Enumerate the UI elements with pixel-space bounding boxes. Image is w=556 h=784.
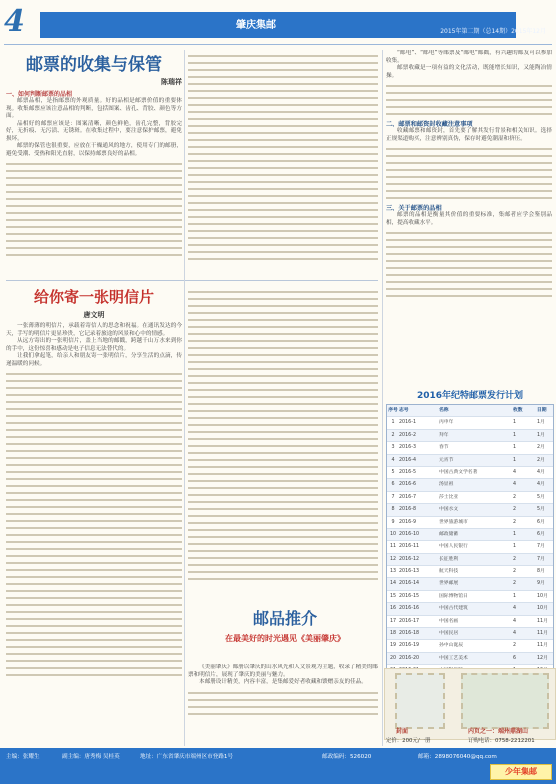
table-cell: 1 <box>513 445 517 451</box>
table-row <box>387 430 553 442</box>
paragraph: 邮票品相，是指邮票的外观质量。好的品相是邮票价值的重要体现。收集邮票应该注意品相的判断，包括图案、齿孔、背胶、颜色等方面。 <box>6 98 182 119</box>
table-cell: 2月 <box>537 457 545 463</box>
table-cell: 16 <box>389 606 397 612</box>
table-cell: 6月 <box>537 531 545 537</box>
brand-logo: 少年集邮 <box>490 764 552 780</box>
table-cell: 中国人民银行 <box>439 544 468 550</box>
table-row <box>387 566 553 578</box>
table-cell: 2016-7 <box>399 494 416 500</box>
table-row <box>387 628 553 640</box>
article-title: 给你寄一张明信片 <box>33 288 154 306</box>
table-cell: 中国水文 <box>439 507 459 513</box>
price-line: 定价：200元/一册 <box>386 738 431 744</box>
table-cell: 20 <box>389 655 397 661</box>
table-cell: 2016-15 <box>399 593 420 599</box>
table-cell: 航天科技 <box>439 569 459 575</box>
table-cell: 2016-19 <box>399 643 420 649</box>
table-cell: 春节 <box>439 445 449 451</box>
text-lines <box>386 232 552 297</box>
table-cell: 2016-10 <box>399 531 420 537</box>
table-cell: 2016-17 <box>399 618 420 624</box>
article-author: 唐文明 <box>83 311 105 319</box>
table-cell: 6 <box>513 655 517 661</box>
table-cell: 2016-1 <box>399 420 416 426</box>
table-cell: 4 <box>513 482 517 488</box>
table-cell: 邮政储蓄 <box>439 531 459 537</box>
table-cell: 中国名画 <box>439 618 459 624</box>
column-header: 枚数 <box>513 408 523 413</box>
table-cell: 莎士比亚 <box>439 494 459 500</box>
text-lines <box>6 163 182 256</box>
column-header: 日期 <box>537 408 547 413</box>
table-cell: 17 <box>389 618 397 624</box>
table-row <box>387 554 553 566</box>
text-lines <box>188 55 378 260</box>
footer-email: 邮箱：2898076040@qq.com <box>418 754 497 760</box>
table-cell: 7月 <box>537 544 545 550</box>
section-text: 收藏邮票和邮资封，首先要了解其发行背景和相关知识。选择正规渠道购买，注意辨别真伪，保存时避免潮湿和挤压。 <box>386 128 552 142</box>
paragraph: “邮电”、“邮电”等邮票及“邮电”邮戳，有兴趣的邮友可以参加收集。 <box>386 50 552 64</box>
table-cell: 2016-12 <box>399 556 420 562</box>
table-cell: 12 <box>389 556 397 562</box>
article-continuation-col2 <box>188 50 378 276</box>
promo-banner <box>188 606 382 666</box>
page-header <box>0 0 556 46</box>
section-heading: 二、邮票和邮资封收藏注意事项 <box>386 121 473 128</box>
caption-cover: 封面 <box>396 728 409 735</box>
table-cell: 9月 <box>537 581 545 587</box>
issue-line: 2015年第二期（总14期）2015年12月 <box>440 28 546 35</box>
column-header: 序号 <box>388 408 398 413</box>
table-cell: 14 <box>389 581 397 587</box>
table-cell: 中国古代建筑 <box>439 606 468 612</box>
table-cell: 7月 <box>537 556 545 562</box>
table-cell: 8月 <box>537 569 545 575</box>
table-cell: 11月 <box>537 643 548 649</box>
table-row <box>387 640 553 652</box>
page-number: 4 <box>4 4 25 39</box>
paragraph: 《美丽肇庆》邮册以肇庆的山水风光和人文景观为主题，收录了精美的邮票和明信片，展现了肇庆的美丽与魅力。 <box>188 664 378 678</box>
publication-name: 肇庆集邮 <box>236 20 276 31</box>
table-row <box>387 529 553 541</box>
promo-title: 邮品推介 <box>252 609 317 628</box>
table-cell: 6月 <box>537 519 545 525</box>
table-cell: 15 <box>389 593 397 599</box>
table-cell: 1 <box>513 593 517 599</box>
article-postcard <box>6 286 182 746</box>
table-cell: 1 <box>513 531 517 537</box>
table-cell: 10月 <box>537 606 548 612</box>
table-row <box>387 467 553 479</box>
table-cell: 4月 <box>537 469 545 475</box>
table-cell: 2月 <box>537 445 545 451</box>
table-row <box>387 417 553 429</box>
paragraph: 从远方寄出的一张明信片，盖上当地的邮戳，跨越千山万水来到你的手中，这份惊喜和感动是电子信息无法替代的。 <box>6 338 182 352</box>
paragraph: 邮票的保管也很重要，应放在干燥通风的地方，使用专门的邮册，避免受潮、受热和阳光直射，以保持邮票良好的品相。 <box>6 143 182 157</box>
article-stamp-collection <box>6 50 182 276</box>
paragraph: 一张薄薄的明信片，承载着寄信人的思念和祝福。在通讯发达的今天，手写的明信片更显珍贵，它记录着旅途的风景和心中的情感。 <box>6 323 182 337</box>
table-cell: 中国民居 <box>439 631 459 637</box>
stamp-issue-plan-table <box>386 404 554 679</box>
text-lines <box>6 373 182 676</box>
article-body <box>188 664 378 687</box>
column-header: 志号 <box>399 408 409 413</box>
table-row <box>387 504 553 516</box>
table-cell: 2016-20 <box>399 655 420 661</box>
table-cell: 2016-8 <box>399 507 416 513</box>
table-cell: 11 <box>389 544 397 550</box>
promo-subtitle: 在最美好的时光遇见《美丽肇庆》 <box>225 634 345 643</box>
table-cell: 2016-18 <box>399 631 420 637</box>
table-cell: 2 <box>513 556 517 562</box>
table-cell: 2016-9 <box>399 519 416 525</box>
footer-editors: 副主编：唐秀梅 吴桂英 <box>62 754 120 760</box>
table-cell: 11月 <box>537 618 548 624</box>
table-cell: 4 <box>391 457 395 463</box>
table-row <box>387 517 553 529</box>
text-lines <box>386 148 552 199</box>
table-cell: 5 <box>391 469 395 475</box>
table-cell: 2016-6 <box>399 482 416 488</box>
table-cell: 3 <box>391 445 395 451</box>
section-heading: 三、关于邮票的品相 <box>386 205 442 212</box>
column-divider <box>184 50 185 746</box>
article-body <box>6 98 182 158</box>
table-cell: 4 <box>513 469 517 475</box>
stamp-inner-page-image <box>461 673 549 729</box>
table-cell: 2016-3 <box>399 445 416 451</box>
table-cell: 4月 <box>537 482 545 488</box>
table-row <box>387 591 553 603</box>
article-author: 陈瑞祥 <box>161 78 182 86</box>
table-cell: 7 <box>391 494 395 500</box>
table-cell: 孙中山诞辰 <box>439 643 463 649</box>
order-line: 订购电话：0758-2212201 <box>468 738 535 744</box>
article-body <box>386 50 552 80</box>
table-cell: 11月 <box>537 631 548 637</box>
article-subhead: 一、如何判断邮票的品相 <box>6 91 73 98</box>
table-cell: 5月 <box>537 507 545 513</box>
table-cell: 8 <box>391 507 395 513</box>
table-cell: 2016-14 <box>399 581 420 587</box>
table-cell: 5月 <box>537 494 545 500</box>
table-cell: 4 <box>513 606 517 612</box>
table-cell: 丙申年 <box>439 420 454 426</box>
footer-address: 地址：广东省肇庆市端州区市登路1号 <box>140 754 234 760</box>
article-title: 邮票的收集与保管 <box>26 55 162 75</box>
column-divider <box>382 50 383 746</box>
table-cell: 19 <box>389 643 397 649</box>
section-text: 邮票的品相是衡量其价值的重要标准，集邮者应学会鉴别品相，提高收藏水平。 <box>386 212 552 226</box>
table-cell: 2 <box>513 569 517 575</box>
table-cell: 1 <box>513 420 517 426</box>
table-cell: 6 <box>391 482 395 488</box>
table-cell: 12月 <box>537 655 548 661</box>
table-cell: 10 <box>389 531 397 537</box>
article-body <box>6 323 182 368</box>
table-cell: 1月 <box>537 420 545 426</box>
table-cell: 世界邮展 <box>439 581 459 587</box>
plan-title: 2016年纪特邮票发行计划 <box>416 391 524 401</box>
table-cell: 18 <box>389 631 397 637</box>
table-cell: 2016-16 <box>399 606 420 612</box>
table-cell: 2 <box>513 643 517 649</box>
column-header: 名称 <box>439 408 449 413</box>
table-cell: 4 <box>513 618 517 624</box>
text-lines <box>188 291 378 580</box>
table-row <box>387 442 553 454</box>
table-row <box>387 616 553 628</box>
table-cell: 世界旅游城市 <box>439 519 468 525</box>
table-cell: 1月 <box>537 432 545 438</box>
table-cell: 中国古典文学名著 <box>439 469 478 475</box>
table-header-row <box>387 405 553 417</box>
table-cell: 4 <box>513 631 517 637</box>
table-row <box>387 492 553 504</box>
table-cell: 10月 <box>537 593 548 599</box>
table-cell: 国际博物馆日 <box>439 593 468 599</box>
table-cell: 2016-5 <box>399 469 416 475</box>
table-cell: 拜年 <box>439 432 449 438</box>
table-row <box>387 653 553 665</box>
text-lines <box>386 85 552 115</box>
column-three-text <box>386 50 552 384</box>
section-divider <box>6 280 378 281</box>
article-postcard-continued <box>188 286 378 602</box>
paragraph: 邮票收藏是一项有益的文化活动，既能增长知识，又能陶冶情操。 <box>386 65 552 79</box>
table-row <box>387 541 553 553</box>
table-row <box>387 603 553 615</box>
table-cell: 2016-2 <box>399 432 416 438</box>
paragraph: 让我们拿起笔，给亲人和朋友寄一张明信片，分享生活的点滴，传递温暖的问候。 <box>6 353 182 367</box>
table-cell: 2 <box>513 519 517 525</box>
table-cell: 2 <box>513 507 517 513</box>
promo-body <box>188 664 378 746</box>
caption-inner-page: 内页之一：端州鼎湖山 <box>468 728 529 735</box>
footer-editor: 主编：张耀生 <box>6 754 40 760</box>
header-rule <box>4 44 552 45</box>
paragraph: 本邮册设计精美，内容丰富，是集邮爱好者收藏和馈赠亲友的佳品。 <box>199 679 367 685</box>
table-cell: 13 <box>389 569 397 575</box>
table-cell: 1 <box>513 432 517 438</box>
table-row <box>387 455 553 467</box>
table-cell: 长征胜利 <box>439 556 459 562</box>
table-cell: 9 <box>391 519 395 525</box>
table-cell: 2 <box>513 494 517 500</box>
table-cell: 汤显祖 <box>439 482 454 488</box>
table-cell: 2 <box>391 432 395 438</box>
paragraph: 品相好的邮票应该是：图案清晰，颜色鲜艳，齿孔完整，背胶完好，无折痕、无污渍、无锈斑。在收集过程中，要注意保护邮票，避免损坏。 <box>6 120 182 142</box>
table-row <box>387 578 553 590</box>
table-row <box>387 479 553 491</box>
table-cell: 2 <box>513 581 517 587</box>
stamp-cover-image <box>395 673 445 729</box>
table-cell: 2016-13 <box>399 569 420 575</box>
table-cell: 1 <box>513 457 517 463</box>
table-cell: 元宵节 <box>439 457 454 463</box>
text-lines <box>188 692 378 715</box>
table-cell: 2016-4 <box>399 457 416 463</box>
table-cell: 1 <box>391 420 395 426</box>
table-cell: 1 <box>513 544 517 550</box>
table-cell: 中国工艺美术 <box>439 655 468 661</box>
table-cell: 2016-11 <box>399 544 420 550</box>
footer-postcode: 邮政编码：526020 <box>322 754 372 760</box>
